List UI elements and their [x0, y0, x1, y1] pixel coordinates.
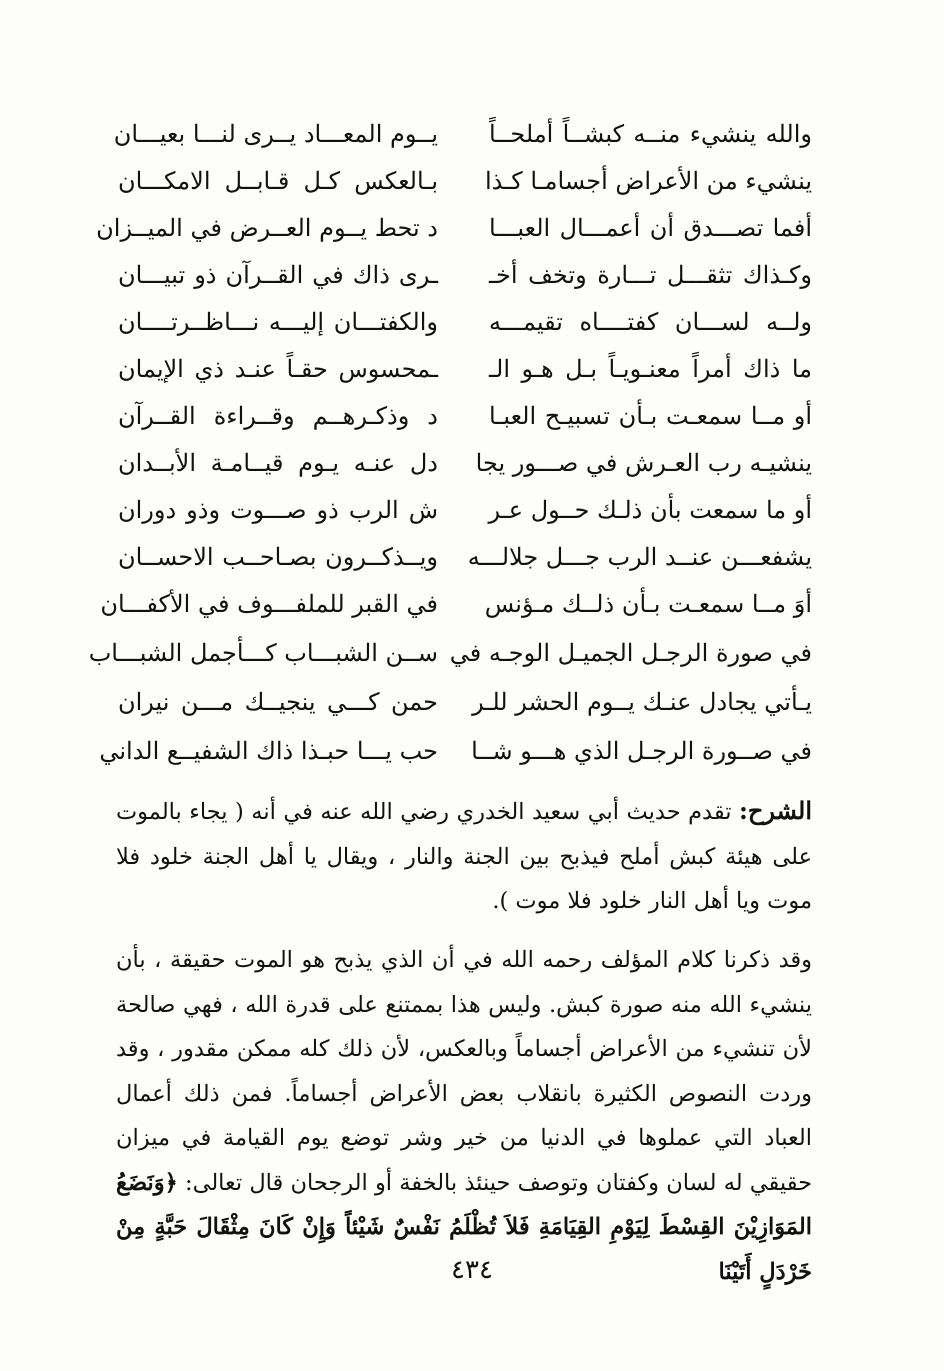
verse-row — [110, 535, 812, 579]
verse-second-hemistich: يــوم المعـــاد يــرى لنـــا بعيـــان — [113, 120, 438, 148]
verse-first-hemistich: يـأتي يجادل عنـك يــوم الحشر للـر — [472, 688, 812, 716]
verse-row — [110, 159, 812, 203]
verse-row — [99, 729, 812, 773]
commentary-paragraph — [116, 789, 812, 924]
verse-first-hemistich: ولــه لســـان كفتــــاه تقيمـــه — [489, 308, 812, 336]
body-paragraph — [116, 938, 812, 1294]
verse-row — [110, 112, 812, 156]
verse-first-hemistich: أو ما سمعت بأن ذلـك حــول عـر — [488, 496, 812, 524]
verse-row — [110, 347, 812, 391]
verse-second-hemistich: بـالعكس كـل قـابــل الامكـــان — [118, 167, 438, 195]
verse-second-hemistich: حب يـــا حبـذا ذاك الشفيــع الداني — [99, 737, 438, 765]
poem-block — [88, 112, 812, 772]
verse-first-hemistich: ينشيء من الأعراض أجسامـا كـذا — [484, 167, 812, 195]
verse-second-hemistich: والكفتـــان إليـــه نـــاظــرتــــان — [118, 308, 438, 336]
verse-second-hemistich: دل عنـه يـوم قيــامـة الأبــدان — [118, 449, 438, 477]
verse-first-hemistich: في صورة الرجـل الجميـل الوجـه في — [449, 639, 812, 667]
verse-first-hemistich: يشفعـــن عنــد الرب جـــل جلالـــه — [467, 543, 812, 571]
verse-second-hemistich: في القبر للملفـــوف في الأكفـــان — [100, 590, 438, 618]
page-number: ٤٣٤ — [451, 1255, 493, 1285]
verse-first-hemistich: ما ذاك أمراً معنـويـاً بـل هـو الـ — [489, 355, 812, 383]
verse-row — [110, 441, 812, 485]
verse-row — [110, 394, 812, 438]
verse-first-hemistich: أو مــا سمعـت بـأن تسبيـح العبـا — [489, 402, 812, 430]
verse-row — [110, 488, 812, 532]
verse-first-hemistich: أوَ مــا سمعـت بـأن ذلــك مـؤنس — [484, 590, 812, 618]
verse-second-hemistich: د وذكـرهــم وقــراءة القــرآن — [118, 402, 438, 430]
verse-second-hemistich: حمن كـــي ينجيــك مـــن نيران — [118, 688, 438, 716]
verse-row — [110, 300, 812, 344]
verse-second-hemistich: د تحط يــوم العــرض في الميــزان — [96, 214, 438, 242]
verse-first-hemistich: وكـذاك تثقـــل تـــارة وتخف أخـ — [489, 261, 812, 289]
verse-row — [100, 582, 812, 626]
verse-first-hemistich: ينشيـه رب العـرش في صـــور يجا — [475, 449, 812, 477]
verse-second-hemistich: ـمحسوس حقـاً عنـد ذي الإيمان — [118, 355, 438, 383]
verse-row — [110, 680, 812, 724]
verse-first-hemistich: أفما تصـــدق أن أعمـــال العبـــا — [489, 214, 812, 242]
verse-row — [88, 631, 812, 675]
verse-second-hemistich: ـرى ذاك في القــرآن ذو تبيـــان — [118, 261, 438, 289]
paragraph-body: وقد ذكرنا كلام المؤلف رحمه الله في أن الذي يذبح هو الموت حقيقة ، بأن ينشيء الله منه صورة كبش. وليس هذا بممتنع على قدرة الله ، فهي صالحة لأن تنشيء من الأعراض أجساماً وبالعكس، لأن ذلك كله ممكن مقدور ، وقد وردت النصوص الكثيرة بانقلاب بعض الأعراض أجساماً. فمن ذلك أعمال العباد التي عملوها في الدنيا من خير وشر توضع يوم القيامة في ميزان حقيقي له لسان وكفتان وتوصف حينئذ بالخفة أو الرجحان قال تعالى: — [116, 947, 812, 1196]
quran-verse: ﴿وَنَضَعُ المَوَازِيْنَ القِسْطَ لِيَوْمِ القِيَامَةِ فَلاَ تُظْلَمُ نَفْسٌ شَيْئاً وَإِنْ كَانَ مِثْقَالَ حَبَّةٍ مِنْ خَرْدَلٍ أَتَيْنَا — [116, 1169, 812, 1285]
verse-first-hemistich: في صــورة الرجـل الذي هـــو شــا — [471, 737, 812, 765]
verse-row — [110, 253, 812, 297]
verse-second-hemistich: ويــذكــرون بصـاحــب الاحســان — [118, 543, 438, 571]
verse-second-hemistich: ش الرب ذو صـــوت وذو دوران — [118, 496, 438, 524]
verse-row — [96, 206, 812, 250]
verse-second-hemistich: ســن الشبـــاب كـــأجمل الشبـــاب — [88, 639, 438, 667]
verse-first-hemistich: والله ينشيء منــه كبشــاً أملحــاً — [489, 120, 812, 148]
commentary-body: تقدم حديث أبي سعيد الخدري رضي الله عنه في أنه ( يجاء بالموت على هيئة كبش أملح فيذبح بين الجنة والنار ، ويقال يا أهل الجنة خلود فلا موت ويا أهل النار خلود فلا موت ). — [116, 799, 812, 914]
commentary-lead: الشرح: — [739, 796, 812, 825]
